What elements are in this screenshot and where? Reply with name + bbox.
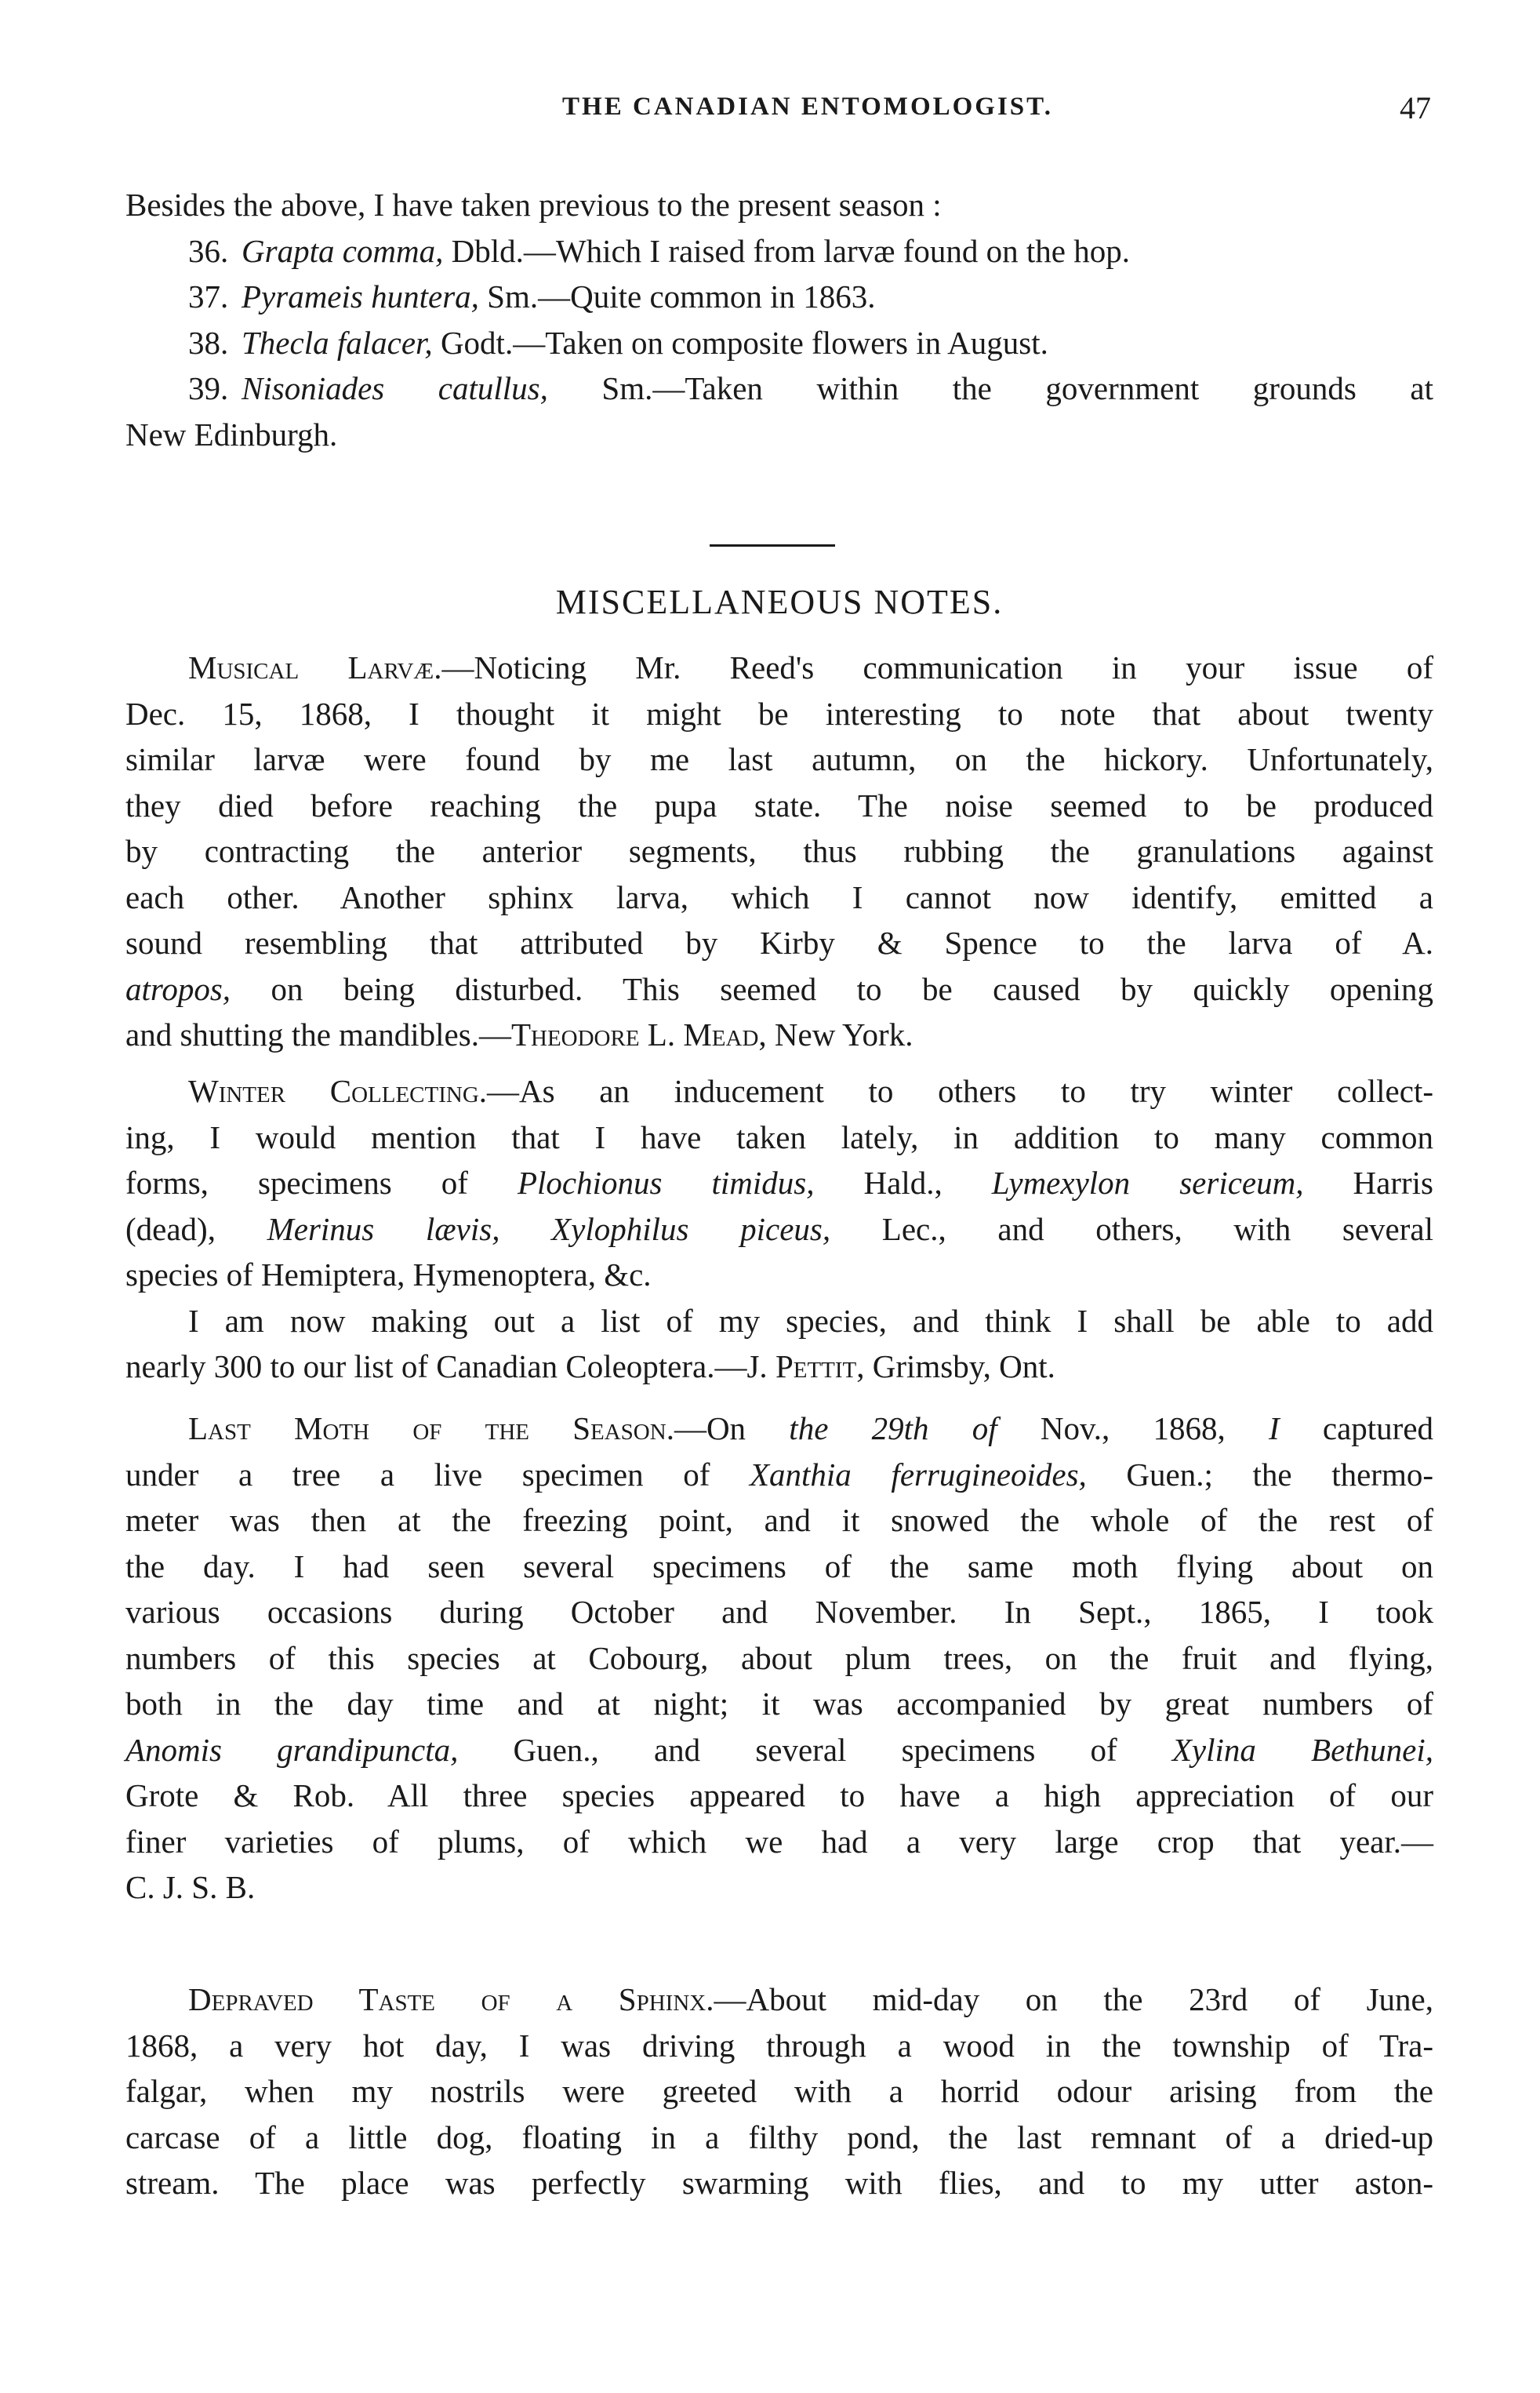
item-text: Sm.—Taken within the government grounds at: [601, 370, 1434, 406]
section-divider: [710, 544, 835, 547]
species-name: Grapta comma,: [242, 232, 444, 269]
item-number: 39.: [188, 370, 229, 406]
author-name: Pettit,: [775, 1348, 865, 1384]
note-title: Last Moth of the Season.: [188, 1410, 674, 1446]
journal-title: THE CANADIAN ENTOMOLOGIST.: [562, 93, 1053, 121]
item-number: 38.: [188, 324, 229, 361]
item-number: 37.: [188, 278, 229, 315]
list-item: [125, 320, 1433, 366]
note-musical-larvae: Musical Larvæ.—Noticing Mr. Reed's communication in your issue of Dec. 15, 1868, I thought it might be interesting to note that about twenty similar larvæ were found by me last autumn, on the hickory. Unfortunately, they died before reaching the pupa state. The noise seemed to be produced by contracting the anterior segments, thus rubbing the granulations against each other. Another sphinx larva, which I cannot now identify, emitted a sound resembling that attributed by Kirby & Spence to the larva of A. atropos, on being disturbed. This seemed to be caused by quickly opening and shutting the mandibles.—Theodore L. Mead, New York.: [125, 649, 1433, 1053]
species-name: Lymexylon sericeum,: [991, 1165, 1304, 1201]
list-item: [125, 274, 1433, 320]
species-name: Thecla falacer,: [242, 324, 433, 361]
species-name: Nisoniades catullus,: [242, 370, 548, 406]
list-tail: New Edinburgh.: [125, 416, 338, 453]
species-name: Merinus lævis,: [267, 1210, 500, 1247]
species-name: Anomis grandipuncta,: [125, 1731, 459, 1768]
species-name: Xylina Bethunei,: [1171, 1731, 1433, 1768]
note-winter-collecting: Winter Collecting.—As an inducement to others to try winter collect- ing, I would mention that I have taken lately, in addition to many common forms, specimens of Plochionus timidus, Hald., Lymexylon sericeum, Harris (dead), Merinus lævis, Xylophilus piceus, Lec., and others, with several species of Hemiptera, Hymenoptera, &c. I am now making out a list of my species, and think I shall be able to add nearly 300 to our list of Canadian Coleoptera.—J. Pettit, Grimsby, Ont.: [125, 1073, 1433, 1384]
intro-line: Besides the above, I have taken previous to the present season :: [125, 187, 942, 223]
species-name: Xylophilus piceus,: [551, 1210, 831, 1247]
item-text: Sm.—Quite common in 1863.: [487, 278, 876, 315]
section-heading: MISCELLANEOUS NOTES.: [555, 583, 1004, 621]
list-item: [125, 228, 1433, 275]
item-text: Dbld.—Which I raised from larvæ found on the hop.: [451, 232, 1130, 269]
note-title: Depraved Taste of a Sphinx.: [188, 1981, 714, 2017]
page-number: 47: [1400, 90, 1431, 125]
author-initials: C. J. S. B.: [125, 1869, 256, 1905]
running-header: [184, 90, 1431, 140]
species-name: Pyrameis huntera,: [242, 278, 479, 315]
item-number: 36.: [188, 232, 229, 269]
species-name: Xanthia ferrugineoides,: [749, 1456, 1087, 1493]
note-depraved-taste: Depraved Taste of a Sphinx.—About mid-day on the 23rd of June, 1868, a very hot day, I was driving through a wood in the township of Tra- falgar, when my nostrils were greeted with a horrid odour arising from the carcase of a little dog, floating in a filthy pond, the last remnant of a dried-up stream. The place was perfectly swarming with flies, and to my utter aston-: [125, 1981, 1433, 2201]
note-title: Winter Collecting.: [188, 1073, 488, 1109]
item-text: Godt.—Taken on composite flowers in August.: [440, 324, 1048, 361]
note-title: Musical Larvæ.: [188, 649, 442, 686]
species-name: Plochionus timidus,: [517, 1165, 815, 1201]
species-name: atropos,: [125, 970, 231, 1007]
list-item: [125, 365, 1433, 412]
species-list-block: [125, 182, 1433, 457]
author-name: Theodore L. Mead,: [510, 1016, 767, 1053]
note-last-moth: Last Moth of the Season.—On the 29th of Nov., 1868, I captured under a tree a live specimen of Xanthia ferrugineoides, Guen.; the thermo- meter was then at the freezing point, and it snowed the whole of the rest of the day. I had seen several specimens of the same moth flying about on various occasions during October and November. In Sept., 1865, I took numbers of this species at Cobourg, about plum trees, on the fruit and flying, both in the day time and at night; it was accompanied by great numbers of Anomis grandipuncta, Guen., and several specimens of Xylina Bethunei, Grote & Rob. All three species appeared to have a high appreciation of our finer varieties of plums, of which we had a very large crop that year.— C. J. S. B.: [125, 1406, 1433, 1911]
